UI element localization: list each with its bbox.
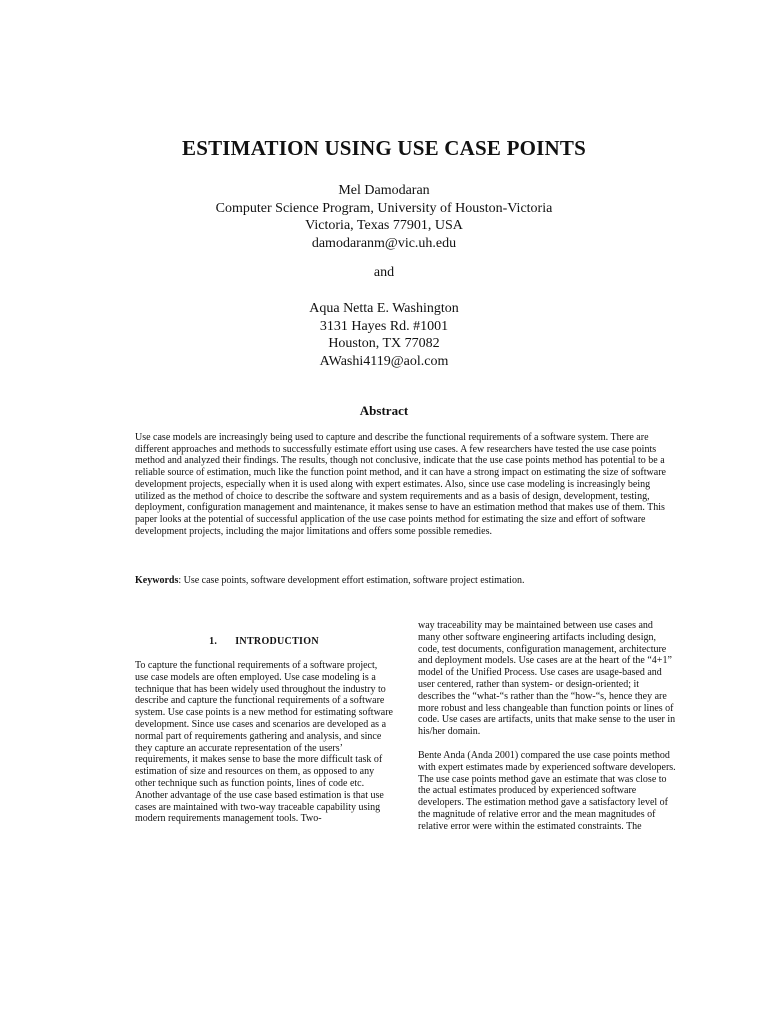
left-column <box>135 660 393 825</box>
author-1-block <box>0 182 768 252</box>
author-1-name: Mel Damodaran <box>338 183 430 198</box>
author-2-name: Aqua Netta E. Washington <box>309 301 459 316</box>
section-heading-introduction <box>135 636 393 647</box>
author-conjunction: and <box>373 265 395 280</box>
paper-title: ESTIMATION USING USE CASE POINTS <box>182 136 586 160</box>
abstract-text: Use case models are increasingly being used to capture and describe the functional requirements of a software system. There are different approaches and methods to successfully estimate effort using use cases. A few researchers have tested the use case points method and analyzed their findings. The results, though not conclusive, indicate that the use case points method has potential to be a reliable source of estimation, much like the function point method, and it can have a strong impact on estimating the size of software development projects, especially when it is used along with expert estimates. Also, since use case modeling is increasingly being utilized as the method of choice to describe the software and system requirements and as a basis of design, development, testing, deployment, configuration management and maintenance, it makes sense to have an estimation method that makes use of them. This paper looks at the potential of successful application of the use case points method for estimating the size and effort of software development projects, including the major limitations and offers some possible remedies. <box>135 432 666 537</box>
author-1-affiliation: Computer Science Program, University of Houston-Victoria <box>215 200 553 216</box>
author-2-email: AWashi4119@aol.com <box>319 353 449 369</box>
keywords-text: : Use case points, software development effort estimation, software project estimation. <box>178 575 525 586</box>
abstract-heading: Abstract <box>359 403 409 418</box>
keywords-label: Keywords <box>135 575 179 586</box>
author-2-city: Houston, TX 77082 <box>328 336 440 351</box>
author-1-address: Victoria, Texas 77901, USA <box>305 218 463 233</box>
keywords-line <box>135 575 675 587</box>
author-2-block <box>0 300 768 370</box>
right-paragraph-1: way traceability may be maintained between use cases and many other software engineering artifacts including design, code, test documents, configuration management, architecture and deployment models. Use cases are at the heart of the “4+1” model of the Unified Process. Use cases are usage-based and user centered, rather than system- or design-oriented; it describes the “what-“s rather than the “how-“s, hence they are more robust and less changeable than function points or lines of code. Use cases are artifacts, units that make sense to the user in his/her domain. <box>418 620 676 738</box>
right-column <box>418 620 676 833</box>
right-paragraph-2: Bente Anda (Anda 2001) compared the use case points method with expert estimates made by experienced software developers. The use case points method gave an estimate that was close to the actual estimates produced by experienced software developers. The estimation method gave a satisfactory level of the magnitude of relative error and the mean magnitudes of relative error were within the estimated constraints. The <box>418 749 676 832</box>
author-1-email: damodaranm@vic.uh.edu <box>311 235 457 251</box>
section-title: INTRODUCTION <box>235 636 319 647</box>
section-number: 1. <box>209 636 218 647</box>
intro-paragraph-1: To capture the functional requirements of a software project, use case models are often employed. Use case modeling is a technique that has been widely used throughout the industry to describe and capture the functional requirements of a software system. Use case points is a new method for estimating software development. Since use cases and scenarios are developed as a normal part of requirements gathering and analysis, and since they capture an accurate representation of the users’ requirements, it makes sense to base the more difficult task of estimation of size and resources on them, as opposed to any other technique such as function points, lines of code etc. Another advantage of the use case based estimation is that use cases are maintained with two-way traceable capability using modern requirements management tools. Two- <box>135 660 393 825</box>
author-2-street: 3131 Hayes Rd. #1001 <box>319 318 449 334</box>
